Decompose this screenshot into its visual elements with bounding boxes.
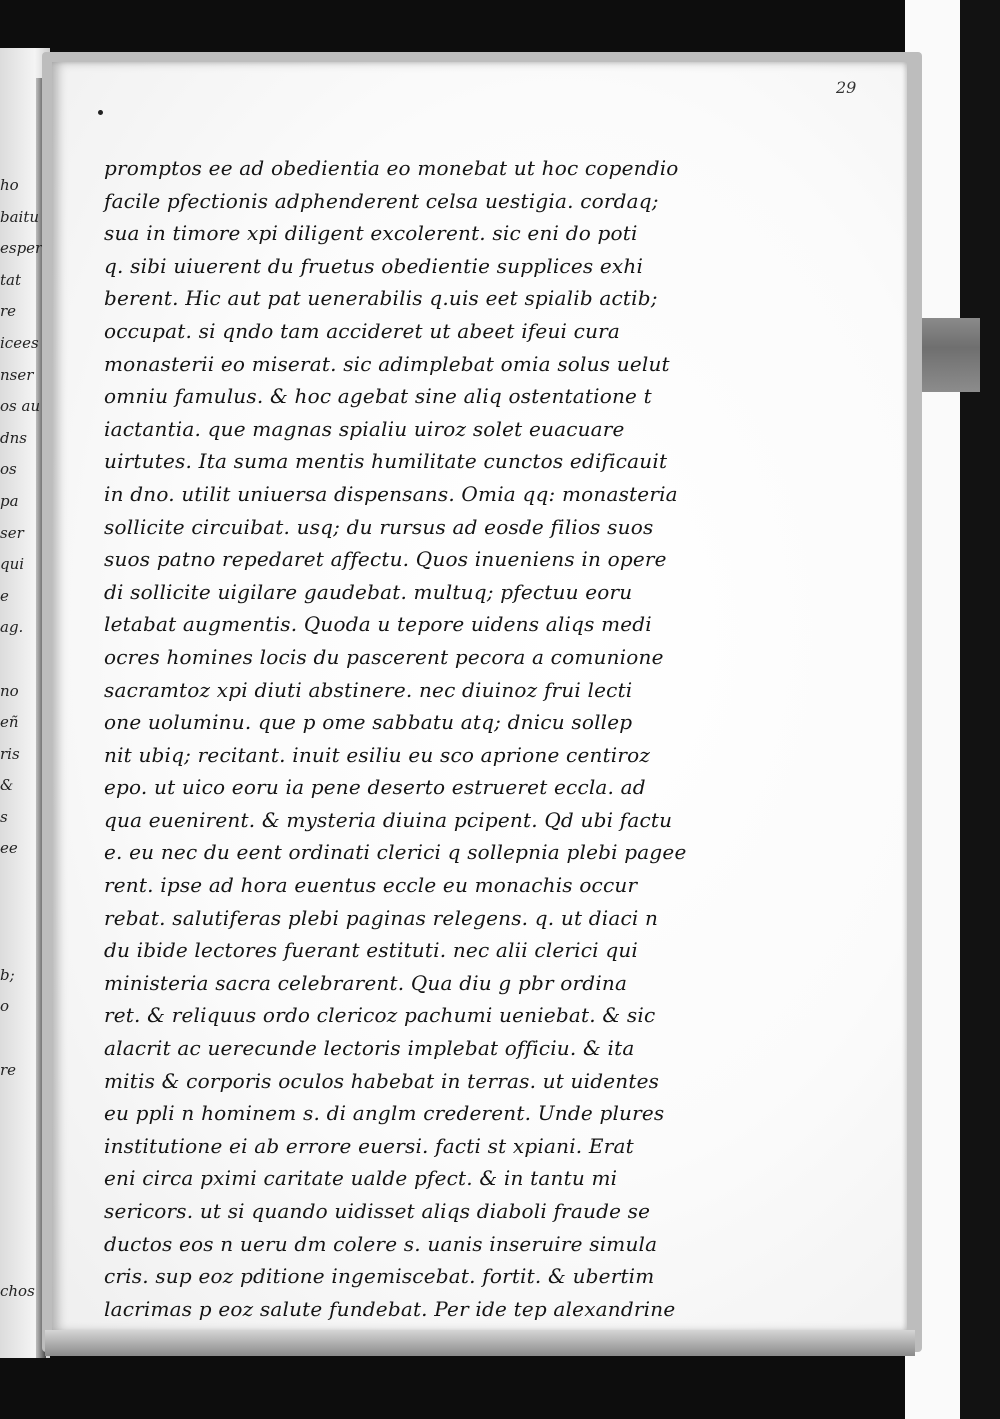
text-line: in dno. utilit uniuersa dispensans. Omia qq: monasteria (104, 481, 678, 506)
text-line: ocres homines locis du pascerent pecora a comunione (104, 644, 664, 669)
left-page-fragment (0, 1244, 40, 1276)
text-line: ret. & reliquus ordo clericoz pachumi ueniebat. & sic (104, 1003, 656, 1028)
main-text-block (104, 152, 734, 1325)
text-line: omniu famulus. & hoc agebat sine aliq ostentatione t (104, 384, 652, 409)
left-page-fragment (0, 1181, 40, 1213)
left-page-fragment: qui (0, 555, 25, 574)
left-page-fragment: tat (0, 270, 21, 289)
left-page-fragment: ag. (0, 618, 24, 637)
text-line: mitis & corporis oculos habebat in terras. ut uidentes (104, 1068, 660, 1093)
text-line: occupat. si qndo tam accideret ut abeet ifeui cura (104, 318, 621, 343)
text-line: du ibide lectores fuerant estituti. nec alii clerici qui (104, 938, 639, 963)
text-line: cris. sup eoz pditione ingemiscebat. fortit. & ubertim (104, 1264, 655, 1289)
text-line: one uoluminu. que p ome sabbatu atq; dnicu sollep (104, 710, 633, 735)
text-line: sericors. ut si quando uidisset aliqs diaboli fraude se (104, 1199, 651, 1223)
left-page-fragment: ris (0, 744, 20, 763)
left-page-fragment: ho (0, 176, 19, 194)
left-page-fragment: icees (0, 333, 39, 352)
text-line: berent. Hic aut pat uenerabilis q.uis eet spialib actib; (104, 286, 658, 311)
left-page-fragment: b; (0, 965, 15, 984)
text-line: sua in timore xpi diligent excolerent. sic eni do poti (104, 221, 638, 246)
text-line: letabat augmentis. Quoda u tepore uidens aliqs medi (104, 612, 652, 637)
text-line: nit ubiq; recitant. inuit esiliu eu sco aprione centiroz (104, 742, 651, 767)
text-line: rent. ipse ad hora euentus eccle eu monachis occur (104, 873, 638, 898)
text-line: ministeria sacra celebrarent. Qua diu g pbr ordina (104, 970, 628, 995)
text-line: qua euenirent. & mysteria diuina pcipent. Qd ubi factu (104, 807, 673, 832)
ink-dot (98, 110, 103, 115)
left-page-fragment (0, 1149, 40, 1181)
left-page-fragment: baitu (0, 207, 40, 226)
text-line: ductos eos n ueru dm colere s. uanis inseruire simula (104, 1231, 658, 1256)
left-page-fragment (0, 644, 40, 676)
left-page-fragment (0, 1086, 40, 1118)
left-page-fragment: re (0, 1060, 17, 1079)
left-page-fragment: s (0, 807, 8, 826)
text-line: promptos ee ad obedientia eo monebat ut hoc copendio (104, 156, 679, 180)
left-page-fragment: os au (0, 397, 41, 416)
text-line: sacramtoz xpi diuti abstinere. nec diuinoz frui lecti (104, 677, 633, 702)
text-line: e. eu nec du eent ordinati clerici q sollepnia plebi pagee (104, 840, 687, 865)
text-line: iactantia. que magnas spialiu uiroz solet euacuare (104, 416, 625, 441)
left-page-fragment: esper (0, 239, 43, 258)
left-page-fragment (0, 1213, 40, 1245)
left-page-fragment: nser (0, 365, 34, 384)
text-line: eni circa pximi caritate ualde pfect. & in tantu mi (104, 1166, 618, 1191)
dark-background (955, 0, 1000, 1419)
left-page-fragments (0, 170, 43, 1307)
left-page-fragment: eñ (0, 713, 19, 732)
left-page-fragment (0, 897, 40, 929)
left-page-fragment: re (0, 302, 17, 321)
text-line: epo. ut uico eoru ia pene deserto estrueret eccla. ad (104, 775, 646, 800)
folio-number: 29 (836, 78, 857, 97)
left-page-fragment (0, 928, 40, 960)
left-page-fragment: chos (0, 1281, 35, 1300)
text-line: eu ppli n hominem s. di anglm crederent. Unde plures (104, 1101, 665, 1126)
left-page-fragment: os (0, 460, 17, 479)
text-line: rebat. salutiferas plebi paginas relegens. q. ut diaci n (104, 905, 659, 930)
left-page-fragment: o (0, 997, 10, 1016)
text-line: facile pfectionis adphenderent celsa uestigia. cordaq; (104, 188, 659, 213)
left-page-fragment: ee (0, 839, 18, 858)
left-page-fragment (0, 1118, 40, 1150)
text-line: uirtutes. Ita suma mentis humilitate cunctos edificauit (104, 449, 668, 474)
left-page-fragment (0, 865, 40, 897)
page-bottom-edge (45, 1330, 915, 1356)
left-page-fragment: e (0, 586, 9, 605)
text-line: alacrit ac uerecunde lectoris implebat officiu. & ita (104, 1036, 635, 1061)
left-page-fragment: no (0, 681, 19, 700)
text-line: monasterii eo miserat. sic adimplebat omia solus uelut (104, 351, 670, 376)
left-page-fragment: & (0, 776, 14, 795)
text-line: institutione ei ab errore euersi. facti st xpiani. Erat (104, 1133, 634, 1158)
left-page-fragment: ser (0, 523, 24, 542)
text-line: suos patno repedaret affectu. Quos inueniens in opere (104, 547, 667, 572)
text-line: sollicite circuibat. usq; du rursus ad eosde filios suos (104, 514, 654, 539)
text-line: di sollicite uigilare gaudebat. multuq; pfectuu eoru (104, 579, 633, 604)
left-page-fragment: dns (0, 428, 27, 447)
left-page-fragment (0, 1023, 40, 1055)
left-page-fragment: pa (0, 491, 19, 510)
text-line: q. sibi uiuerent du fruetus obedientie supplices exhi (104, 253, 644, 278)
text-line: lacrimas p eoz salute fundebat. Per idе tep alexandrine (104, 1296, 676, 1321)
